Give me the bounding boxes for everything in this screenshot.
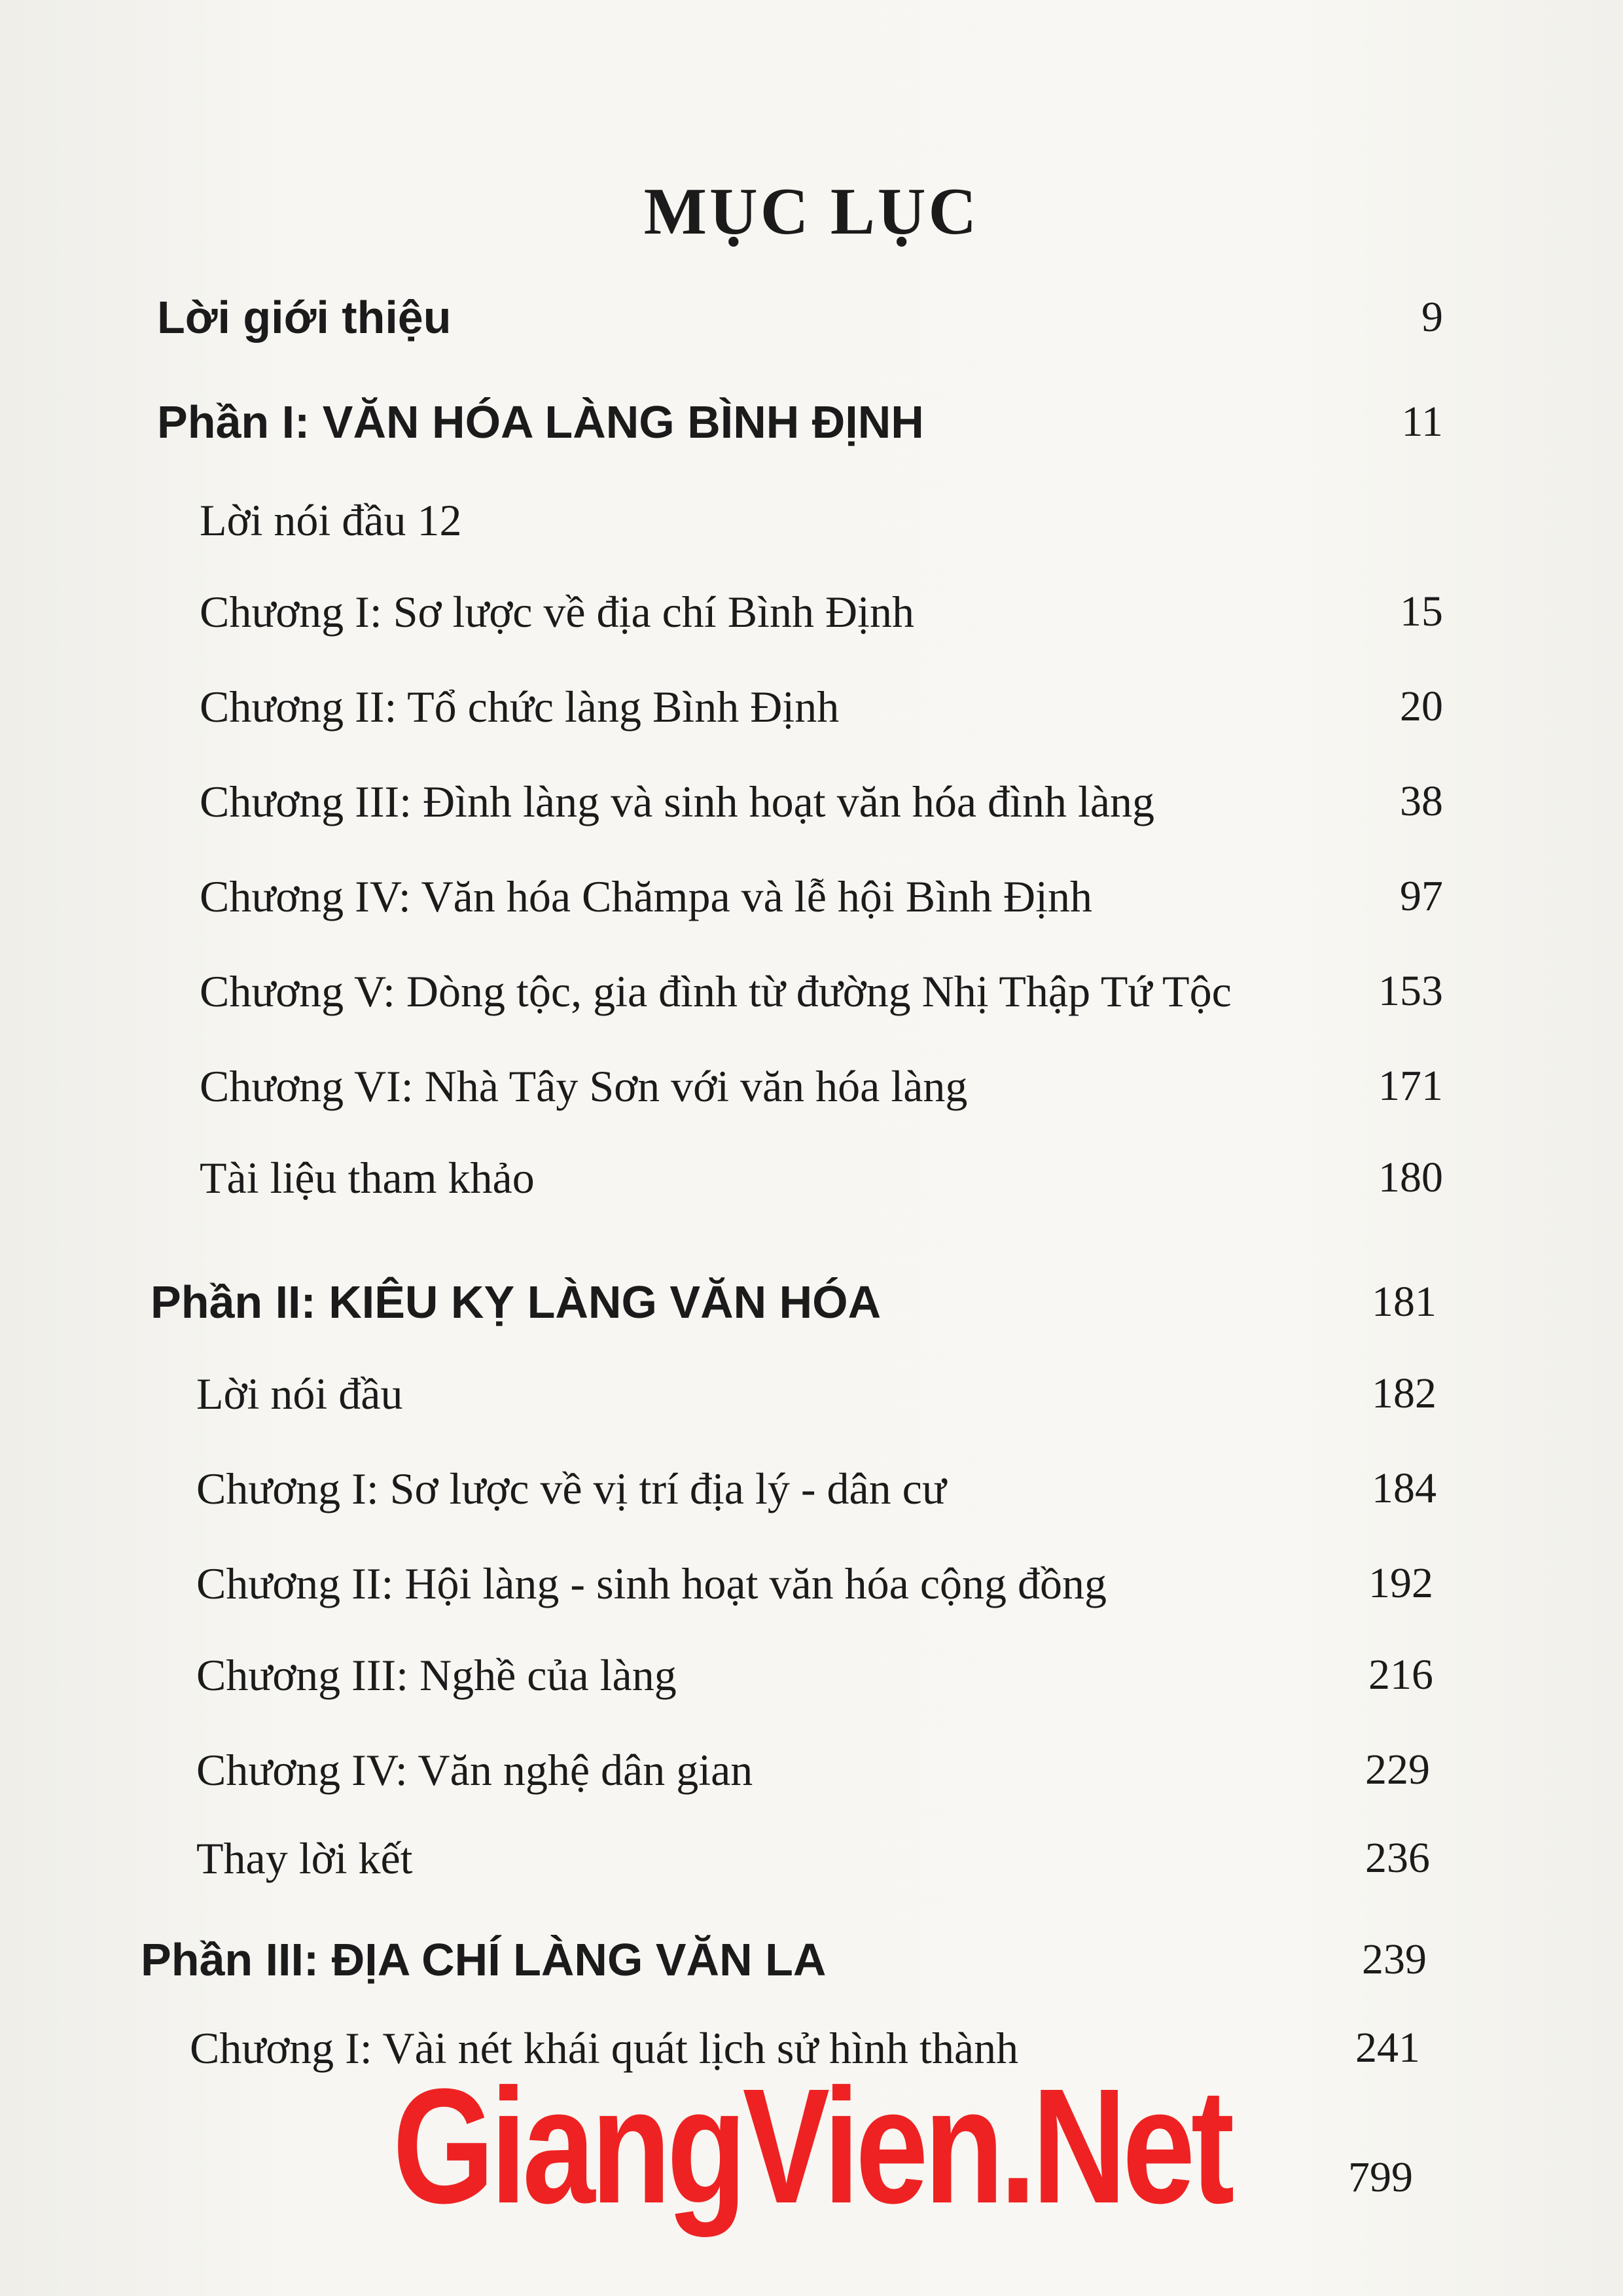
watermark-logo: GiangVien.Net	[392, 2055, 1231, 2237]
toc-entry-label: Chương IV: Văn hóa Chămpa và lễ hội Bình Định	[200, 872, 1093, 921]
toc-entry-label: Chương II: Tổ chức làng Bình Định	[200, 682, 840, 732]
toc-part-heading	[157, 386, 1443, 458]
toc-entry	[196, 1734, 1430, 1806]
toc-entry-label: Thay lời kết	[196, 1833, 413, 1883]
toc-entry	[157, 281, 1443, 353]
toc-part-heading	[141, 1924, 1427, 1996]
toc-entry-label: Chương VI: Nhà Tây Sơn với văn hóa làng	[200, 1061, 968, 1111]
toc-entry	[196, 1639, 1433, 1711]
toc-entry-label: Lời giới thiệu	[157, 292, 452, 343]
toc-entry	[200, 766, 1443, 838]
toc-part-heading	[151, 1266, 1436, 1338]
toc-entry	[196, 1453, 1436, 1525]
toc-entry-page: 97	[1400, 872, 1443, 920]
toc-entry	[196, 1358, 1436, 1430]
toc-entry-label: Chương V: Dòng tộc, gia đình từ đường Nhị Thập Tứ Tộc	[200, 966, 1232, 1016]
toc-entry-label: Tài liệu tham khảo	[200, 1153, 535, 1203]
toc-entry-label: Phần III: ĐỊA CHÍ LÀNG VĂN LA	[141, 1934, 827, 1985]
toc-entry	[200, 860, 1443, 932]
toc-entry-label: Lời nói đầu	[196, 1369, 403, 1419]
page-title: MỤC LỤC	[643, 175, 980, 249]
toc-entry-page: 38	[1400, 777, 1443, 825]
toc-entry-label: Chương IV: Văn nghệ dân gian	[196, 1745, 753, 1795]
toc-entry-page: 182	[1372, 1369, 1436, 1417]
toc-entry-page: 180	[1378, 1154, 1443, 1201]
toc-entry-page: 20	[1400, 682, 1443, 730]
toc-entry-page: 171	[1378, 1062, 1443, 1110]
toc-entry-page: 192	[1368, 1559, 1433, 1607]
toc-entry-page: 239	[1362, 1935, 1427, 1983]
toc-entry-page: 181	[1372, 1278, 1436, 1326]
toc-entry-page: 184	[1372, 1464, 1436, 1512]
toc-entry	[200, 1142, 1443, 1214]
toc-entry-label: Chương II: Hội làng - sinh hoạt văn hóa cộng đồng	[196, 1559, 1107, 1608]
toc-entry-label: Chương III: Nghề của làng	[196, 1650, 677, 1700]
toc-entry	[200, 1050, 1443, 1122]
toc-entry	[200, 576, 1443, 648]
toc-entry-label: Chương III: Đình làng và sinh hoạt văn hóa đình làng	[200, 777, 1155, 826]
toc-entry-page: 9	[1421, 293, 1443, 341]
toc-entry	[200, 671, 1443, 743]
toc-entry-label: Chương I: Sơ lược về vị trí địa lý - dân cư	[196, 1464, 946, 1513]
toc-entry-page: 236	[1365, 1834, 1430, 1882]
toc-entry-label: Chương I: Sơ lược về địa chí Bình Định	[200, 587, 914, 637]
toc-entry	[196, 1547, 1433, 1619]
toc-entry-page: 241	[1355, 2024, 1420, 2072]
toc-entry	[196, 1822, 1430, 1894]
toc-entry	[200, 955, 1443, 1027]
toc-entry-page: 229	[1365, 1746, 1430, 1793]
toc-entry-page: 11	[1401, 398, 1443, 446]
toc-entry-label: Chương I: Vài nét khái quát lịch sử hình thành	[190, 2023, 1019, 2073]
toc-entry-page: 216	[1368, 1651, 1433, 1699]
footer-page-number: 799	[1348, 2153, 1413, 2201]
toc-entry-label: Phần I: VĂN HÓA LÀNG BÌNH ĐỊNH	[157, 397, 924, 448]
toc-entry-label: Phần II: KIÊU KỴ LÀNG VĂN HÓA	[151, 1277, 882, 1328]
toc-entry	[200, 484, 1443, 556]
toc-entry-page: 15	[1400, 588, 1443, 635]
toc-entry-label: Lời nói đầu 12	[200, 495, 462, 545]
toc-entry-page: 153	[1378, 967, 1443, 1015]
